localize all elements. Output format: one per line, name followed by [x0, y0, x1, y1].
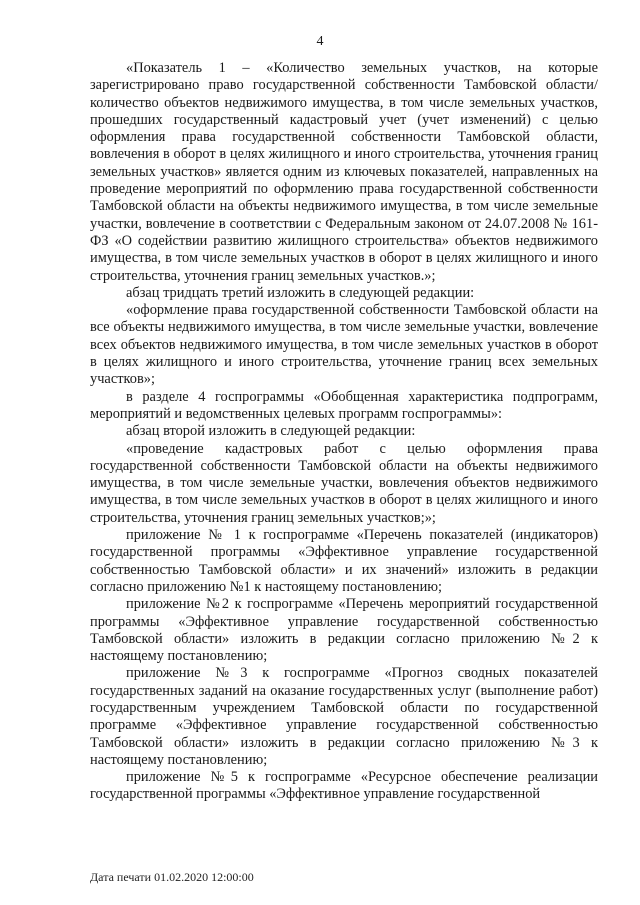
paragraph: абзац второй изложить в следующей редакции:	[126, 423, 416, 440]
page-number: 4	[316, 34, 324, 49]
paragraph: «оформление права государственной собственности Тамбовской области на все объекты недвижимого имущества, в том числе земельные участки, вовлечение всех объектов недвижимого имущества, в том числе земельных участков в оборот в целях жилищного и иного строительства, уточнение границ всех земельных участков»;	[90, 302, 598, 388]
paragraph: «проведение кадастровых работ с целью оформления права государственной собственности Тамбовской области на объекты недвижимого имущества, в том числе земельные участки, вовлечения объектов недвижимого имущества, в том числе земельных участков в оборот в целях жилищного и иного строительства, уточнения границ земельных участков;»;	[90, 440, 598, 526]
document-body	[90, 60, 598, 804]
paragraph: приложение №3 к госпрограмме «Прогноз сводных показателей государственных заданий на оказание государственных услуг (выполнение работ) государственным учреждением Тамбовской области по государственной программе «Эффективное управление государственной собственностью Тамбовской области» изложить в редакции согласно приложению №3 к настоящему постановлению;	[90, 665, 598, 768]
paragraph: приложение № 1 к госпрограмме «Перечень показателей (индикаторов) государственной программы «Эффективное управление государственной собственностью Тамбовской области» и их значений» изложить в редакции согласно приложению №1 к настоящему постановлению;	[90, 527, 598, 595]
paragraph: приложение №2 к госпрограмме «Перечень мероприятий государственной программы «Эффективное управление государственной собственностью Тамбовской области» изложить в редакции согласно приложению №2 к настоящему постановлению;	[90, 596, 598, 665]
paragraph: «Показатель 1 – «Количество земельных участков, на которые зарегистрировано право государственной собственности Тамбовской области/количество объектов недвижимого имущества, в том числе земельных участков, прошедших государственный кадастровый учет (учет изменений) с целью оформления права государственной собственности Тамбовской области, вовлечения в оборот в целях жилищного и иного строительства, уточнения границ земельных участков» является одним из ключевых показателей, направленных на проведение мероприятий по оформлению права государственной собственности Тамбовской области на объекты недвижимого имущества, в том числе земельные участки, вовлечение в соответствии с Федеральным законом от 24.07.2008 № 161-ФЗ «О содействии развитию жилищного строительства» объектов недвижимого имущества, в том числе земельных участков в оборот в целях жилищного и иного строительства, уточнения границ земельных участков.»;	[90, 60, 598, 284]
print-date-footer: Дата печати 01.02.2020 12:00:00	[90, 870, 254, 884]
paragraph: приложение №5 к госпрограмме «Ресурсное обеспечение реализации государственной программы «Эффективное управление государственной	[90, 769, 598, 803]
paragraph: в разделе 4 госпрограммы «Обобщенная характеристика подпрограмм, мероприятий и ведомственных целевых программ госпрограммы»:	[90, 388, 598, 422]
paragraph: абзац тридцать третий изложить в следующей редакции:	[126, 284, 475, 301]
